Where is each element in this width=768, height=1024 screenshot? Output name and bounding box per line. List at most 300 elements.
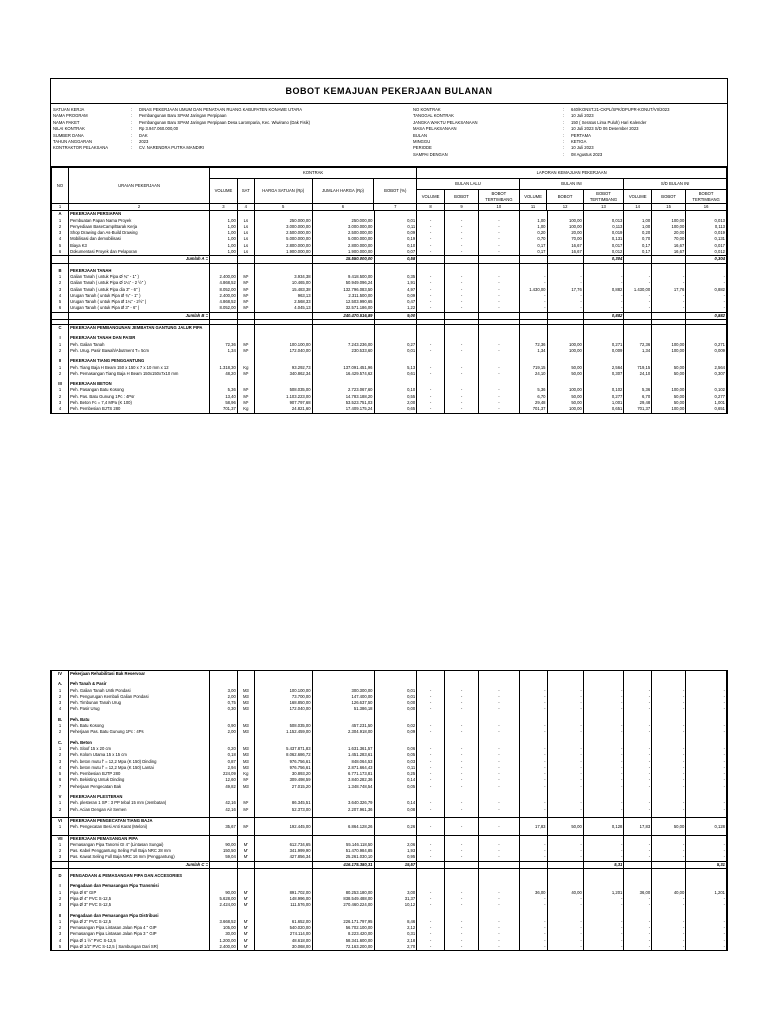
table-cell: 1,001 (686, 400, 727, 406)
table-cell: - (479, 299, 520, 305)
table-cell: II (52, 358, 69, 364)
table-cell: - (417, 243, 445, 249)
table-cell (254, 325, 312, 332)
table-cell: Urugan Tanah ( untuk Pipa Ø 3" - 6" ) (69, 305, 210, 312)
table-cell: - (417, 249, 445, 256)
info-label: MASA PELAKSANAAN (413, 126, 457, 132)
table-cell: Pekerjaan Rehabilitasi Bak Reservoar (69, 671, 210, 677)
table-cell: 6,70 (624, 394, 652, 400)
table-cell: M² (237, 807, 254, 813)
table-cell: 0,14 (374, 777, 417, 783)
table-cell: 0,10 (374, 387, 417, 393)
table-cell: 90,00 (210, 890, 238, 896)
table-cell: PEKERJAAN BETON (69, 381, 210, 387)
table-cell: PEKERJAAN TIANG PENGGANTUNG (69, 358, 210, 364)
table-cell: - (519, 688, 547, 694)
info-colon: : (563, 119, 565, 125)
table-cell: 2.800.000,00 (254, 243, 312, 249)
table-cell: 3 (52, 902, 69, 908)
table-cell: 2,564 (686, 365, 727, 371)
table-cell: M³ (237, 293, 254, 299)
column-number: 4 (237, 204, 254, 211)
table-cell: 0,19 (374, 236, 417, 242)
table-cell: - (417, 931, 445, 937)
table-cell: 508.035,00 (254, 387, 312, 393)
table-cell: M3 (237, 729, 254, 735)
table-cell: 309.498,59 (254, 777, 312, 783)
table-cell: - (624, 305, 652, 312)
table-cell (237, 817, 254, 824)
table-cell: 25.261.030,10 (312, 854, 374, 861)
table-cell: - (444, 746, 478, 752)
table-cell: 701,37 (210, 406, 238, 412)
col-no-header: NO (52, 168, 69, 204)
table-cell: - (624, 746, 652, 752)
progress-table (50, 166, 728, 414)
table-cell: 719,15 (624, 365, 652, 371)
table-cell: 100,00 (652, 218, 686, 224)
table-cell: - (444, 694, 478, 700)
info-colon: : (131, 126, 133, 132)
table-cell: 4 (52, 293, 69, 299)
table-cell (519, 817, 547, 824)
table-cell: Pengadaan dan Pemasangan Pipa Transmisi (69, 883, 210, 889)
table-cell: Peh. beton mutu f' = 12,2 Mpa (K 150) Lantai (69, 765, 210, 771)
table-cell: 0,128 (686, 824, 727, 830)
table-cell: - (444, 752, 478, 758)
table-cell: 341.999,90 (254, 848, 312, 854)
table-cell: - (417, 771, 445, 777)
info-value: DAK (139, 132, 148, 138)
table-cell: - (479, 305, 520, 312)
table-cell: 1.200,00 (210, 938, 238, 944)
table-cell: 976.756,61 (254, 759, 312, 765)
table-cell: M3 (237, 694, 254, 700)
table-cell: - (583, 765, 624, 771)
table-cell: 31,37 (374, 896, 417, 902)
table-cell: M3 (237, 784, 254, 790)
table-cell: - (417, 729, 445, 735)
table-cell: 0,30 (210, 706, 238, 712)
table-cell: 0,01 (374, 348, 417, 354)
table-cell: - (479, 896, 520, 902)
column-number: 8 (417, 204, 445, 211)
table-cell: 8.062.686,72 (254, 752, 312, 758)
table-cell: 0,03 (374, 759, 417, 765)
table-cell: Peh Tanah & Pasir (69, 681, 210, 687)
table-cell: II (52, 913, 69, 919)
table-cell: - (519, 919, 547, 925)
table-cell: 6 (52, 777, 69, 783)
table-cell: - (652, 938, 686, 944)
info-label: NILAI KONTRAK (53, 126, 85, 132)
table-cell (444, 835, 478, 842)
table-cell: 0,11 (374, 224, 417, 230)
table-cell: - (686, 765, 727, 771)
table-cell: - (417, 293, 445, 299)
table-cell: 100,00 (547, 387, 583, 393)
table-cell: Peh. Beton (69, 740, 210, 746)
table-cell: Peherjaan Pengecatan Bak (69, 784, 210, 790)
table-cell: 2,00 (210, 729, 238, 735)
table-cell: 427.856,34 (254, 854, 312, 861)
table-cell: 0,25 (374, 771, 417, 777)
table-cell: - (417, 700, 445, 706)
table-cell: - (652, 931, 686, 937)
table-cell: B (52, 268, 69, 274)
info-value: 150 ( Seratus Lima Puluh) Hari Kalender (571, 119, 647, 125)
table-cell: 51.386,18 (312, 706, 374, 712)
table-cell: - (652, 842, 686, 848)
table-cell: 53.523.751,03 (312, 400, 374, 406)
table-cell: - (624, 729, 652, 735)
table-cell: 1.430,00 (519, 287, 547, 293)
table-cell: - (686, 706, 727, 712)
table-cell: 172.040,00 (254, 706, 312, 712)
table-cell: 16.429.574,62 (312, 371, 374, 377)
table-cell: - (479, 723, 520, 729)
table-cell (479, 312, 520, 319)
table-cell: 1,00 (210, 230, 238, 236)
table-cell: - (547, 938, 583, 944)
table-cell: 1.152.459,00 (254, 729, 312, 735)
table-cell: Peh. Batu (69, 717, 210, 723)
table-cell (254, 256, 312, 263)
table-cell: - (652, 706, 686, 712)
table-cell: M³ (237, 287, 254, 293)
table-cell: 2 (52, 394, 69, 400)
table-cell: 50,00 (652, 365, 686, 371)
info-colon: : (131, 139, 133, 145)
table-cell: - (686, 752, 727, 758)
table-cell: Peh. Sloof 15 x 20 cm (69, 746, 210, 752)
table-cell: Pas. Kabel Penggantung Seling Full Baja NRC 28 mm (69, 848, 210, 854)
table-cell: VII (52, 835, 69, 842)
subtotal-row (52, 256, 727, 263)
table-cell: 2,00 (210, 694, 238, 700)
table-cell: - (519, 944, 547, 950)
table-cell: 0,882 (686, 287, 727, 293)
table-cell: 240.470.516,89 (312, 312, 374, 319)
table-cell: - (652, 723, 686, 729)
table-cell: - (479, 890, 520, 896)
table-cell: M' (237, 938, 254, 944)
table-cell: - (624, 944, 652, 950)
table-cell: 0,882 (686, 312, 727, 319)
table-cell: - (417, 944, 445, 950)
table-cell: 6 (52, 305, 69, 312)
info-colon: : (563, 107, 565, 112)
table-cell: - (652, 771, 686, 777)
table-cell: 50,00 (652, 824, 686, 830)
table-cell: - (479, 807, 520, 813)
column-number: 5 (254, 204, 312, 211)
table-cell: - (444, 305, 478, 312)
table-cell: 0,47 (374, 299, 417, 305)
table-cell: - (479, 902, 520, 908)
table-cell: 14.783.188,20 (312, 394, 374, 400)
info-row (413, 152, 669, 158)
table-cell: PEKERJAAN PERSIAPAN (69, 211, 210, 217)
table-cell (519, 861, 547, 868)
table-cell: 132.796.083,50 (312, 287, 374, 293)
table-cell: 0,02 (374, 723, 417, 729)
table-cell: - (417, 688, 445, 694)
col-bobot-tertimbang-header: BOBOT TERTIMBANG (583, 190, 624, 204)
table-cell: - (652, 752, 686, 758)
col-bobot-pct-header: BOBOT (%) (374, 179, 417, 204)
table-cell: - (624, 723, 652, 729)
table-cell: Peh. Kolom Utama 15 x 15 cm (69, 752, 210, 758)
table-cell: 0,26 (374, 824, 417, 830)
info-label: KONTRAKTOR PELAKSANA (53, 145, 109, 151)
table-cell: 0,08 (374, 807, 417, 813)
table-cell: 7 (52, 784, 69, 790)
table-cell: 2,18 (374, 938, 417, 944)
info-value: DINAS PEKERJAAN UMUM DAN PENATAAN RUANG KABUPATEN KONAWE UTARA (139, 107, 303, 112)
table-cell: - (624, 759, 652, 765)
info-colon: : (563, 132, 565, 138)
table-cell: - (624, 925, 652, 931)
table-cell: - (417, 919, 445, 925)
table-cell (652, 325, 686, 332)
table-cell: 9.418.500,00 (312, 274, 374, 280)
table-cell: 1,34 (519, 348, 547, 354)
table-cell: - (652, 700, 686, 706)
table-cell: Peh. Urug. Pasir Bawah/Abutment T= 5cm (69, 348, 210, 354)
table-cell: M' (237, 925, 254, 931)
table-cell: 3 (52, 931, 69, 937)
table-cell: 100,00 (547, 348, 583, 354)
table-cell: PEKERJAAN TANAH (69, 268, 210, 274)
table-cell: - (624, 919, 652, 925)
table-cell: VI (52, 817, 69, 824)
table-cell: M3 (237, 723, 254, 729)
table-cell: - (652, 274, 686, 280)
table-cell: - (417, 387, 445, 393)
table-cell: M' (237, 896, 254, 902)
table-cell: - (652, 800, 686, 806)
table-cell: - (652, 848, 686, 854)
info-label: NAMA PAKET (53, 119, 80, 125)
table-cell: - (652, 305, 686, 312)
table-cell (210, 835, 238, 842)
table-cell: M³ (237, 387, 254, 393)
table-cell: M3 (237, 688, 254, 694)
table-cell: 17,83 (519, 824, 547, 830)
table-cell: - (417, 848, 445, 854)
table-cell: 340.862,34 (254, 371, 312, 377)
table-cell: - (547, 771, 583, 777)
table-cell: - (547, 854, 583, 861)
table-cell: 0,20 (210, 746, 238, 752)
table-cell: 1 (52, 919, 69, 925)
table-cell: Kg (237, 406, 254, 412)
table-cell: 100,00 (652, 224, 686, 230)
table-cell: - (624, 299, 652, 305)
table-cell: - (417, 236, 445, 242)
table-cell: - (479, 729, 520, 735)
table-cell: 16,67 (547, 243, 583, 249)
table-cell: 48,20 (210, 371, 238, 377)
column-number: 1 (52, 204, 69, 211)
table-cell (479, 835, 520, 842)
table-cell: - (583, 700, 624, 706)
table-cell: 172.040,00 (254, 348, 312, 354)
table-cell: Peh. Pembesian BJTP 280 (69, 771, 210, 777)
table-cell (624, 312, 652, 319)
table-cell (479, 861, 520, 868)
table-cell: - (583, 919, 624, 925)
table-cell: 1,93 (374, 848, 417, 854)
info-colon: : (563, 139, 565, 145)
info-label: BULAN (413, 132, 427, 138)
table-cell: - (624, 931, 652, 937)
table-cell: - (686, 925, 727, 931)
table-cell: - (583, 729, 624, 735)
table-cell: 0,05 (374, 752, 417, 758)
table-cell: - (547, 688, 583, 694)
table-cell: - (547, 280, 583, 286)
table-cell: - (479, 759, 520, 765)
info-value: 640/KONST.21-CKPL/SPK/DPUPR-KONUT/VII/2023 (571, 107, 670, 112)
col-volume-header: VOLUME (624, 190, 652, 204)
info-value: KETIGA (571, 139, 587, 145)
table-cell: - (547, 902, 583, 908)
table-cell: - (686, 771, 727, 777)
table-cell: - (444, 854, 478, 861)
table-cell: 0,35 (374, 274, 417, 280)
table-cell: - (479, 854, 520, 861)
table-cell: M' (237, 890, 254, 896)
table-cell: 86.345,51 (254, 800, 312, 806)
table-cell: - (583, 299, 624, 305)
table-cell: 1.900.000,00 (312, 249, 374, 256)
table-cell: 0,277 (583, 394, 624, 400)
table-cell: - (686, 688, 727, 694)
table-cell: I (52, 883, 69, 889)
table-cell: - (479, 406, 520, 412)
table-cell: 2,12 (374, 925, 417, 931)
table-cell: 10.465,00 (254, 280, 312, 286)
table-cell: 891.702,00 (254, 890, 312, 896)
table-cell: 2,564 (583, 365, 624, 371)
table-cell: 2,06 (374, 842, 417, 848)
table-cell: - (417, 371, 445, 377)
table-cell: 15.550.000,00 (312, 256, 374, 263)
table-cell: - (652, 765, 686, 771)
table-cell: 10,12 (374, 902, 417, 908)
table-cell: Ls (237, 249, 254, 256)
table-cell: - (624, 694, 652, 700)
table-cell: - (417, 842, 445, 848)
table-cell: 0,75 (210, 700, 238, 706)
table-cell: Peh. Tiang Baja H Beam 150 x 150 x 7 x 10 mm x 12 (69, 365, 210, 371)
table-cell: 2.723.067,60 (312, 387, 374, 393)
table-cell: 4 (52, 236, 69, 242)
table-cell: - (686, 842, 727, 848)
table-cell: 976.756,61 (254, 765, 312, 771)
table-cell: Peh. Timbunan Tanah Urug (69, 700, 210, 706)
table-cell (444, 256, 478, 263)
table-cell: - (519, 694, 547, 700)
table-cell: 50,00 (652, 371, 686, 377)
table-cell (519, 312, 547, 319)
table-cell: 1.103.223,00 (254, 394, 312, 400)
table-cell: 0,012 (583, 249, 624, 256)
table-cell: Jumlah C = (69, 861, 210, 868)
table-cell: 29,48 (519, 400, 547, 406)
table-cell: 1,00 (624, 218, 652, 224)
table-cell: - (519, 931, 547, 937)
table-cell (52, 312, 69, 319)
table-header (51, 167, 727, 211)
table-cell: 3 (52, 759, 69, 765)
table-cell: - (479, 777, 520, 783)
table-cell: 1 (52, 842, 69, 848)
table-cell: - (624, 688, 652, 694)
table-cell: - (686, 694, 727, 700)
progress-table-continued (50, 670, 728, 951)
table-cell: 2,00 (374, 400, 417, 406)
table-cell: - (519, 274, 547, 280)
table-cell: - (686, 700, 727, 706)
table-cell: 250.000,00 (254, 218, 312, 224)
col-bobot-tertimbang-header: BOBOT TERTIMBANG (686, 190, 727, 204)
table-cell: Pipa Ø 3" PVC S-12,5 (69, 902, 210, 908)
table-cell: 0,271 (583, 342, 624, 348)
table-cell: 17.409.175,24 (312, 406, 374, 412)
table-cell: M² (237, 800, 254, 806)
info-label: SATUAN KERJA (53, 107, 85, 112)
table-cell: - (686, 931, 727, 937)
table-row (52, 305, 727, 312)
table-cell (444, 312, 478, 319)
table-cell: M' (237, 848, 254, 854)
table-cell: Dokumentasi Proyek dan Pelaporan (69, 249, 210, 256)
table-cell: - (479, 746, 520, 752)
table-cell: 416.175.380,31 (312, 861, 374, 868)
table-cell: - (547, 746, 583, 752)
info-value: 10 Juli 2023 (571, 145, 594, 151)
info-colon: : (131, 145, 133, 151)
table-cell (479, 256, 520, 263)
table-cell: - (652, 729, 686, 735)
table-row (52, 944, 727, 950)
table-cell: 2.311.500,00 (312, 293, 374, 299)
table-cell: - (652, 902, 686, 908)
table-cell: - (583, 925, 624, 931)
table-cell: - (417, 807, 445, 813)
table-cell: 52.373,00 (254, 807, 312, 813)
table-cell: - (583, 777, 624, 783)
table-cell: C. (52, 740, 69, 746)
col-sat-header: SAT (237, 179, 254, 204)
table-cell: 2.568,33 (254, 299, 312, 305)
table-cell: - (479, 218, 520, 224)
table-cell: - (583, 274, 624, 280)
table-cell: 20,00 (547, 230, 583, 236)
table-cell: M3 (237, 706, 254, 712)
table-cell: 1,00 (210, 224, 238, 230)
table-cell: - (417, 759, 445, 765)
table-cell: - (444, 688, 478, 694)
table-cell: - (417, 902, 445, 908)
table-cell (547, 312, 583, 319)
table-cell: 4.868,52 (210, 280, 238, 286)
table-cell: 5 (52, 243, 69, 249)
table-cell: 2.871.664,43 (312, 765, 374, 771)
